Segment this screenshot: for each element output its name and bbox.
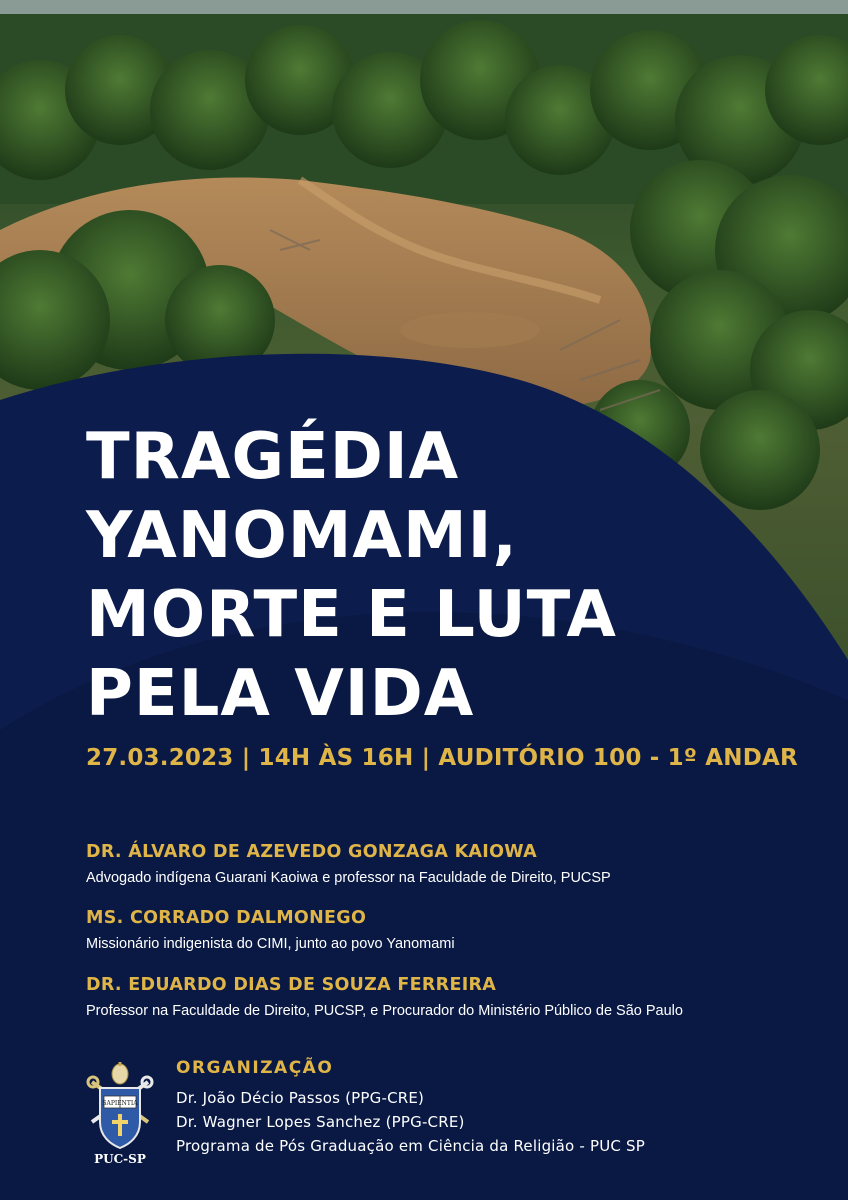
title-line: MORTE E LUTA [86, 578, 617, 652]
coat-of-arms-icon [86, 1062, 154, 1152]
organization-member: Dr. Wagner Lopes Sanchez (PPG-CRE) [176, 1113, 465, 1131]
speaker-name: MS. CORRADO DALMONEGO [86, 908, 367, 928]
speaker-description: Professor na Faculdade de Direito, PUCSP, e Procurador do Ministério Público de São Paulo [86, 1003, 683, 1019]
title-line: TRAGÉDIA [86, 420, 460, 494]
speaker-description: Advogado indígena Guarani Kaoiwa e professor na Faculdade de Direito, PUCSP [86, 870, 611, 886]
speaker-name: DR. EDUARDO DIAS DE SOUZA FERREIRA [86, 975, 497, 995]
speaker-dalmonego [86, 908, 455, 952]
logo-caption: PUC-SP [94, 1152, 146, 1166]
event-date-time-location: 27.03.2023 | 14H ÀS 16H | AUDITÓRIO 100 - 1º ANDAR [86, 745, 798, 771]
speaker-name: DR. ÁLVARO DE AZEVEDO GONZAGA KAIOWA [86, 842, 537, 862]
organization-heading: ORGANIZAÇÃO [176, 1058, 334, 1078]
organization-list [176, 1086, 645, 1158]
speaker-description: Missionário indigenista do CIMI, junto ao povo Yanomami [86, 936, 455, 952]
organization-member: Dr. João Décio Passos (PPG-CRE) [176, 1089, 425, 1107]
event-title [86, 418, 726, 734]
speaker-ferreira [86, 975, 683, 1019]
logo-book-text: SAPIENTIA [102, 1100, 138, 1107]
organization-block [176, 1058, 645, 1158]
organization-member: Programa de Pós Graduação em Ciência da Religião - PUC SP [176, 1137, 646, 1155]
title-line: PELA VIDA [86, 657, 475, 731]
title-line: YANOMAMI, [86, 499, 518, 573]
puc-sp-logo [86, 1062, 154, 1172]
speaker-kaiowa [86, 842, 611, 886]
